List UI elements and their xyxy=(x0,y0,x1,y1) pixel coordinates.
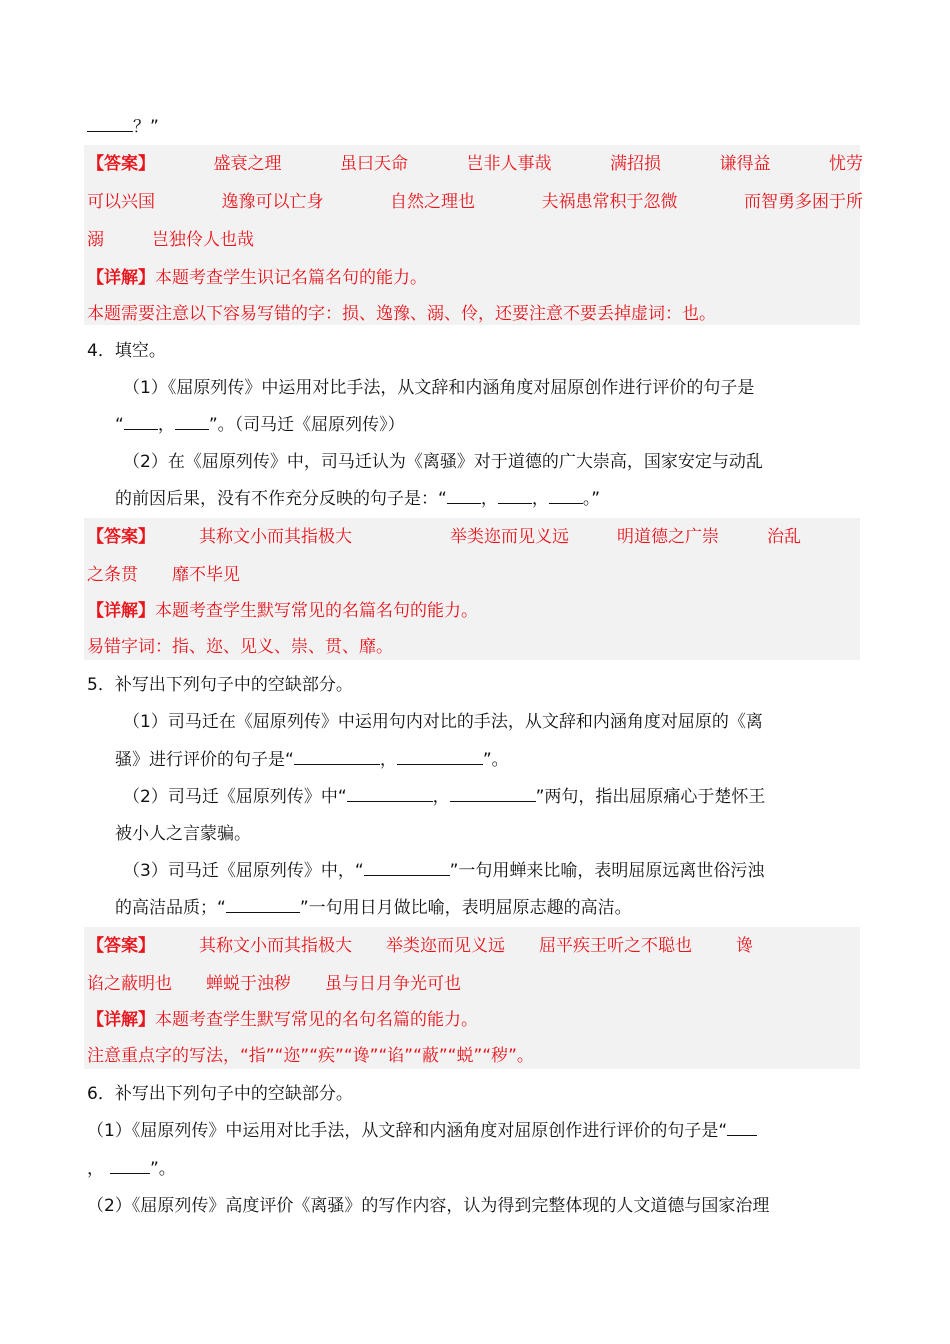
q5-answer-line-2: 谄之蔽明也 蝉蜕于浊秽 虽与日月争光可也 xyxy=(87,974,461,994)
q5-detail: 【详解】本题考查学生默写常见的名句名篇的能力。 xyxy=(87,1010,478,1030)
fill-blank xyxy=(175,415,209,430)
q4-detail: 【详解】本题考查学生默写常见的名篇名句的能力。 xyxy=(87,601,478,621)
q4-answer-line-2: 之条贯 靡不毕见 xyxy=(87,565,240,585)
fill-blank xyxy=(450,787,536,802)
fill-blank xyxy=(294,750,380,765)
fill-blank xyxy=(727,1121,757,1136)
answer-label: 【答案】 xyxy=(87,154,155,174)
q3-answer-line-1: 【答案】 盛衰之理 虽曰天命 岂非人事哉 满招损 谦得益 忧劳 xyxy=(87,145,863,183)
answer-label: 【答案】 xyxy=(87,527,155,547)
q5-sub3-line1: （3）司马迁《屈原列传》中，“ ”一句用蝉来比喻，表明屈原远离世俗污浊 xyxy=(123,861,765,881)
fill-blank xyxy=(498,489,532,504)
question-5-title: 5．补写出下列句子中的空缺部分。 xyxy=(87,675,353,695)
q4-answer-line-1: 【答案】 其称文小而其指极大 举类迩而见义远 明道德之广崇 治乱 xyxy=(87,527,801,547)
q3-answer-line-3: 溺 岂独伶人也哉 xyxy=(87,230,254,250)
q5-note: 注意重点字的写法，“指”“迩”“疾”“谗”“谄”“蔽”“蜕”“秽”。 xyxy=(87,1046,534,1066)
q5-sub2-line2: 被小人之言蒙骗。 xyxy=(115,824,251,844)
q6-sub2-line1: （2）《屈原列传》高度评价《离骚》的写作内容，认为得到完整体现的人文道德与国家治理 xyxy=(87,1196,770,1216)
q5-sub1-line2: 骚》进行评价的句子是“ ， ”。 xyxy=(115,750,509,770)
question-3-tail: ？” xyxy=(87,108,159,146)
q5-sub3-line2: 的高洁品质；“ ”一句用日月做比喻，表明屈原志趣的高洁。 xyxy=(115,898,632,918)
answer-label: 【答案】 xyxy=(87,936,155,956)
q4-sub2-line2: 的前因后果，没有不作充分反映的句子是：“ ， ， 。” xyxy=(115,489,601,509)
q6-sub1-line2: ， ”。 xyxy=(87,1159,176,1179)
fill-blank xyxy=(87,117,133,132)
fill-blank xyxy=(124,415,158,430)
fill-blank xyxy=(364,861,450,876)
q5-sub2-line1: （2）司马迁《屈原列传》中“ ， ”两句，指出屈原痛心于楚怀王 xyxy=(123,787,766,807)
detail-label: 【详解】 xyxy=(87,268,155,288)
fill-blank xyxy=(549,489,583,504)
fill-blank xyxy=(110,1159,150,1174)
detail-label: 【详解】 xyxy=(87,601,155,621)
q5-answer-line-1: 【答案】 其称文小而其指极大 举类迩而见义远 屈平疾王听之不聪也 谗 xyxy=(87,936,753,956)
q3-answer-line-2: 可以兴国 逸豫可以亡身 自然之理也 夫祸患常积于忽微 而智勇多困于所 xyxy=(87,192,863,212)
fill-blank xyxy=(447,489,481,504)
q4-sub1-line1: （1）《屈原列传》中运用对比手法，从文辞和内涵角度对屈原创作进行评价的句子是 xyxy=(123,378,755,398)
q6-sub1-line1: （1）《屈原列传》中运用对比手法，从文辞和内涵角度对屈原创作进行评价的句子是“ xyxy=(87,1112,757,1150)
q5-sub1-line1: （1）司马迁在《屈原列传》中运用句内对比的手法，从文辞和内涵角度对屈原的《离 xyxy=(123,712,763,732)
detail-label: 【详解】 xyxy=(87,1010,155,1030)
fill-blank xyxy=(347,787,433,802)
fill-blank xyxy=(397,750,483,765)
q4-sub1-line2: “ ， ”。（司马迁《屈原列传》） xyxy=(115,415,405,435)
q3-detail: 【详解】本题考查学生识记名篇名句的能力。 xyxy=(87,268,427,288)
question-4-title: 4．填空。 xyxy=(87,341,166,361)
question-6-title: 6．补写出下列句子中的空缺部分。 xyxy=(87,1084,353,1104)
fill-blank xyxy=(226,898,300,913)
q4-sub2-line1: （2）在《屈原列传》中，司马迁认为《离骚》对于道德的广大崇高，国家安定与动乱 xyxy=(123,452,763,472)
q4-note: 易错字词：指、迩、见义、崇、贯、靡。 xyxy=(87,637,393,657)
q3-note: 本题需要注意以下容易写错的字：损、逸豫、溺、伶，还要注意不要丢掉虚词：也。 xyxy=(87,304,716,324)
